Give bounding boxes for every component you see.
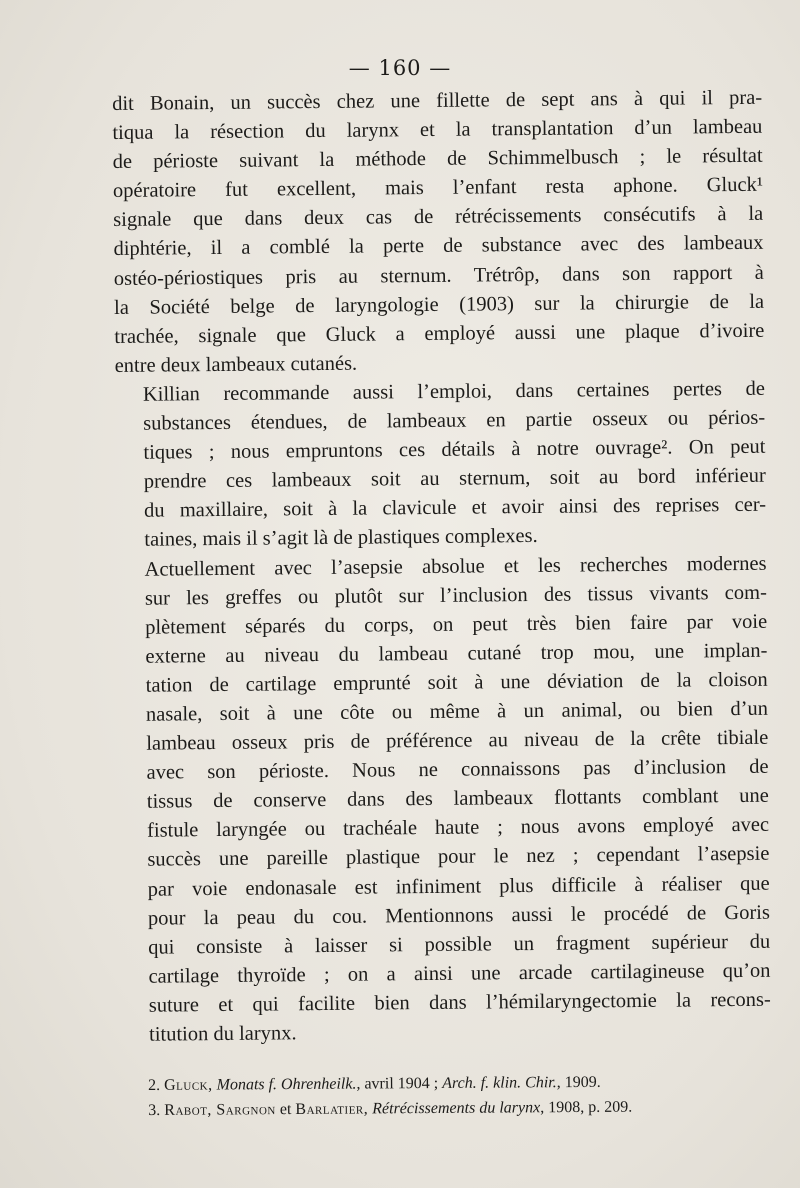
text-line: titution du larynx. [148,1022,297,1046]
text-line: dit Bonain, un succès chez une fillette de sept ans à qui il pra- [112,86,763,115]
footnote-title: Arch. f. klin. Chir. [442,1074,557,1092]
text-line: par voie endonasale est infiniment plus difficile à réaliser que [147,872,770,901]
footnote-number: 3. [148,1101,161,1119]
text-line: suture et qui facilite bien dans l’hémilaryngectomie la recons- [148,988,771,1017]
text-line: sur les greffes ou plutôt sur l’inclusion des tissus vivants com- [144,581,767,610]
text-line: avec son périoste. Nous ne connaissons pas d’inclusion de [146,755,769,784]
footnote-text: , avril 1904 ; [356,1074,443,1093]
footnote-title: Rétrécissements du larynx [372,1099,541,1118]
text-line: entre deux lambeaux cutanés. [114,352,358,377]
text-line: ostéo-périostiques pris au sternum. Trétrôp, dans son rapport à [113,261,764,290]
text-line: Killian recommande aussi l’emploi, dans certaines pertes de [142,377,766,406]
text-line: de périoste suivant la méthode de Schimmelbusch ; le résultat [112,144,763,174]
text-line: tiques ; nous empruntons ces détails à notre ouvrage². On peut [143,435,766,464]
footnote-number: 2. [148,1076,161,1094]
text-line: prendre ces lambeaux soit au sternum, soit au bord inférieur [143,464,766,493]
text-line: substances étendues, de lambeaux en partie osseux ou périos- [143,406,766,435]
text-line: externe au niveau du lambeau cutané trop mou, une implan- [145,639,768,668]
page-number: — 160 — [348,56,452,80]
text-line: tissus de conserve dans des lambeaux flottants comblant une [146,784,769,813]
text-line: du maxillaire, soit à la clavicule et avoir ainsi des reprises cer- [143,494,767,523]
footnotes [148,1069,768,1123]
footnote-text: , 1908, p. 209. [540,1098,633,1117]
text-line: cartilage thyroïde ; on a ainsi une arcade cartilagineuse qu’on [148,959,771,988]
text-line: succès une pareille plastique pour le nez ; cependant l’asepsie [147,843,770,872]
text-line: tation de cartilage emprunté soit à une déviation de la cloison [145,668,768,697]
paragraph-3 [116,549,771,1050]
text-line: taines, mais il s’agit là de plastiques complexes. [144,525,538,552]
paragraph-2 [115,375,767,556]
footnote-text: et [275,1100,296,1119]
footnote-text: , 1909. [556,1073,601,1092]
body-text [112,84,771,1050]
footnote-author: Rabot, Sargnon [164,1101,276,1119]
text-line: tiqua la résection du larynx et la transplantation d’un lambeau [112,115,763,145]
text-line: lambeau osseux pris de préférence au niveau de la crête tibiale [146,726,769,755]
text-line: qui consiste à laisser si possible un fragment supérieur du [148,930,771,959]
footnote-author: Gluck, [164,1076,213,1094]
text-line: pour la peau du cou. Mentionnons aussi le procédé de Goris [147,901,771,930]
footnote-3 [148,1094,768,1123]
text-line: Actuellement avec l’asepsie absolue et les recherches modernes [144,552,767,581]
text-line: signale que dans deux cas de rétrécissements consécutifs à la [113,203,764,232]
footnote-author: Barlatier, [295,1100,369,1118]
text-line: diphtérie, il a comblé la perte de substance avec des lambeaux [113,232,764,261]
text-line: opératoire fut excellent, mais l’enfant resta aphone. Gluck¹ [112,174,764,203]
paragraph-1 [112,84,765,381]
text-line: trachée, signale que Gluck a employé aussi une plaque d’ivoire [114,319,765,348]
text-line: fistule laryngée ou trachéale haute ; nous avons employé avec [147,814,770,843]
text-line: la Société belge de laryngologie (1903) sur la chirurgie de la [113,290,765,319]
text-line: plètement séparés du corps, on peut très bien faire par voie [145,610,768,639]
footnote-title: Monats f. Ohrenheilk. [216,1075,357,1094]
text-line: nasale, soit à une côte ou même à un animal, ou bien d’un [145,697,769,726]
